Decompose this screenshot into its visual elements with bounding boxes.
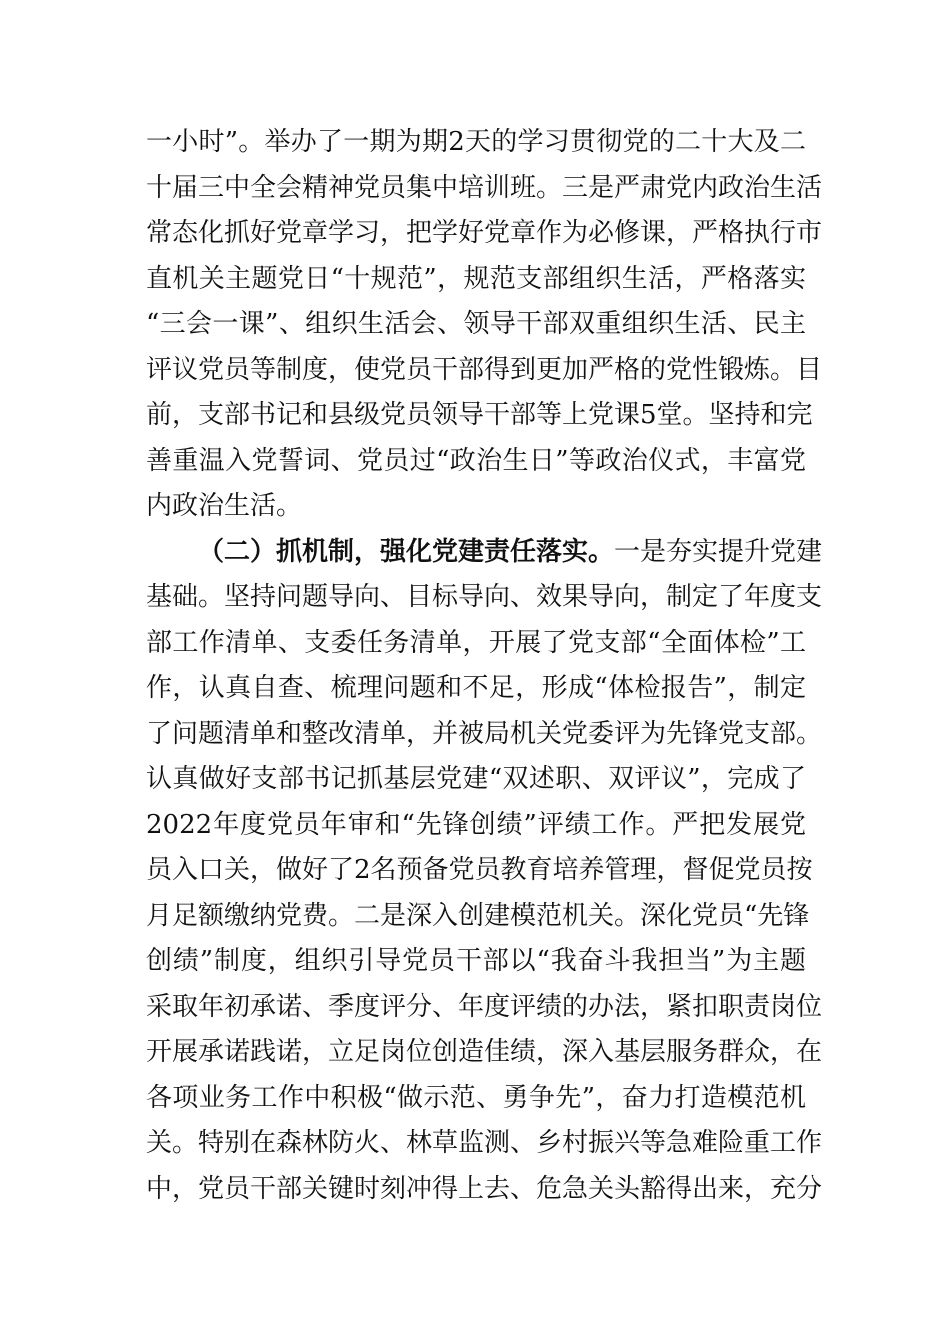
text-line: 各项业务工作中积极“做示范、勇争先”，奋力打造模范机 xyxy=(146,1082,806,1113)
text-line: 部工作清单、支委任务清单，开展了党支部“全面体检”工 xyxy=(146,627,806,658)
text-line: 了问题清单和整改清单，并被局机关党委评为先锋党支部。 xyxy=(146,718,823,749)
text-line: 善重温入党誓词、党员过“政治生日”等政治仪式，丰富党 xyxy=(146,445,806,476)
text-line: 2022年度党员年审和“先锋创绩”评绩工作。严把发展党 xyxy=(146,809,806,840)
text-line: 前，支部书记和县级党员领导干部等上党课5堂。坚持和完 xyxy=(146,400,813,430)
text-line: 内政治生活。 xyxy=(146,491,303,521)
text-line: 开展承诺践诺，立足岗位创造佳绩，深入基层服务群众，在 xyxy=(146,1037,823,1067)
text-line: 常态化抓好党章学习，把学好党章作为必修课，严格执行市 xyxy=(146,218,823,248)
text-line: 一小时”。举办了一期为期2天的学习贯彻党的二十大及二 xyxy=(146,127,806,157)
text-line: 认真做好支部书记抓基层党建“双述职、双评议”，完成了 xyxy=(146,764,806,794)
text-line: 中，党员干部关键时刻冲得上去、危急关头豁得出来，充分 xyxy=(146,1173,823,1204)
section-heading-line xyxy=(146,530,823,576)
text-line: 月足额缴纳党费。二是深入创建模范机关。深化党员“先锋 xyxy=(146,900,810,931)
section-heading-rest: 一是夯实提升党建 xyxy=(614,536,823,567)
text-line: 基础。坚持问题导向、目标导向、效果导向，制定了年度支 xyxy=(146,582,823,612)
text-line: 直机关主题党日“十规范”，规范支部组织生活，严格落实 xyxy=(146,263,806,294)
section-heading: （二）抓机制，强化党建责任落实。 xyxy=(198,536,615,567)
text-line: 员入口关，做好了2名预备党员教育培养管理，督促党员按 xyxy=(146,855,813,885)
text-line: 采取年初承诺、季度评分、年度评绩的办法，紧扣职责岗位 xyxy=(146,991,823,1022)
text-line: 创绩”制度，组织引导党员干部以“我奋斗我担当”为主题 xyxy=(146,946,806,976)
text-line: 关。特别在森林防火、林草监测、乡村振兴等急难险重工作 xyxy=(146,1128,823,1158)
text-line: 评议党员等制度，使党员干部得到更加严格的党性锻炼。目 xyxy=(146,354,823,385)
text-line: “三会一课”、组织生活会、领导干部双重组织生活、民主 xyxy=(146,309,806,339)
body-text xyxy=(146,120,823,1212)
text-line: 作，认真自查、梳理问题和不足，形成“体检报告”，制定 xyxy=(146,673,806,703)
text-line: 十届三中全会精神党员集中培训班。三是严肃党内政治生活 xyxy=(146,172,823,203)
